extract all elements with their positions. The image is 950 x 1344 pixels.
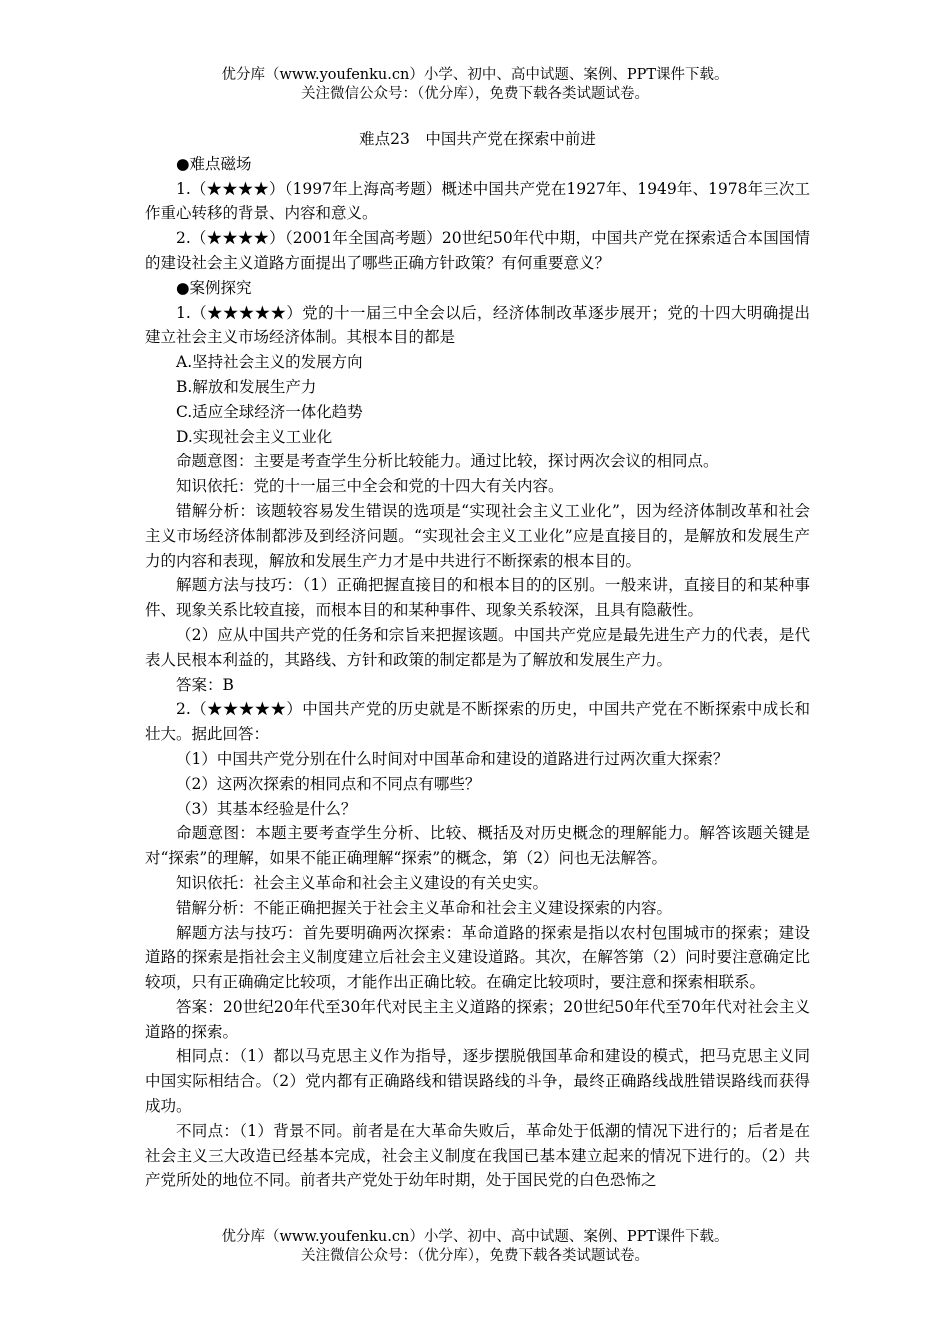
case-2-question: 2.（★★★★★）中国共产党的历史就是不断探索的历史，中国共产党在不断探索中成长和壮大。据此回答： (145, 700, 810, 744)
page-header (0, 66, 950, 104)
case-2-differences: 不同点：（1）背景不同。前者是在大革命失败后，革命处于低潮的情况下进行的；后者是在社会主义三大改造已经基本完成，社会主义制度在我国已基本建立起来的情况下进行的。（2）共产党所处的地位不同。前者共产党处于幼年时期，处于国民党的白色恐怖之 (145, 1121, 810, 1190)
option-c: C.适应全球经济一体化趋势 (176, 402, 363, 421)
case-1-error-analysis: 错解分析：该题较容易发生错误的选项是“实现社会主义工业化”，因为经济体制改革和社会主义市场经济体制都涉及到经济问题。“实现社会主义工业化”应是直接目的，是解放和发展生产力的内容和表现，解放和发展生产力才是中共进行不断探索的根本目的。 (145, 501, 810, 570)
case-2-intent: 命题意图：本题主要考查学生分析、比较、概括及对历史概念的理解能力。解答该题关键是对“探索”的理解，如果不能正确理解“探索”的概念，第（2）问也无法解答。 (145, 824, 810, 868)
option-a: A.坚持社会主义的发展方向 (176, 353, 363, 372)
case-1-method: 解题方法与技巧：（1）正确把握直接目的和根本目的的区别。一般来讲，直接目的和某种事件、现象关系比较直接，而根本目的和某种事件、现象关系较深，且具有隐蔽性。 (145, 576, 810, 620)
question-2: 2.（★★★★）（2001年全国高考题）20世纪50年代中期，中国共产党在探索适合本国国情的建设社会主义道路方面提出了哪些正确方针政策？有何重要意义？ (145, 229, 810, 272)
case-2-error-analysis: 错解分析：不能正确把握关于社会主义革命和社会主义建设探索的内容。 (176, 898, 673, 917)
section-title: 难点23 中国共产党在探索中前进 (359, 130, 596, 148)
case-2-sub-3: （3）其基本经验是什么？ (176, 799, 357, 818)
case-2-knowledge: 知识依托：社会主义革命和社会主义建设的有关史实。 (176, 873, 549, 892)
document-body (145, 127, 810, 1193)
case-2-sub-2: （2）这两次探索的相同点和不同点有哪些？ (176, 774, 481, 793)
footer-line-1: 优分库（www.youfenku.cn）小学、初中、高中试题、案例、PPT课件下载。 (221, 1229, 729, 1245)
option-d: D.实现社会主义工业化 (176, 427, 333, 446)
case-1-knowledge: 知识依托：党的十一届三中全会和党的十四大有关内容。 (176, 477, 564, 496)
case-1-intent: 命题意图：主要是考查学生分析比较能力。通过比较，探讨两次会议的相同点。 (176, 452, 719, 471)
header-line-2: 关注微信公众号：（优分库），免费下载各类试题试卷。 (301, 86, 649, 102)
case-2-sub-1: （1）中国共产党分别在什么时间对中国革命和建设的道路进行过两次重大探索？ (176, 749, 729, 768)
case-1-question: 1.（★★★★★）党的十一届三中全会以后，经济体制改革逐步展开；党的十四大明确提出建立社会主义市场经济体制。其根本目的都是 (145, 303, 810, 347)
case-1-method-2: （2）应从中国共产党的任务和宗旨来把握该题。中国共产党应是最先进生产力的代表，是代表人民根本利益的，其路线、方针和政策的制定都是为了解放和发展生产力。 (145, 625, 810, 669)
footer-line-2: 关注微信公众号：（优分库），免费下载各类试题试卷。 (301, 1248, 649, 1264)
case-2-answer: 答案：20世纪20年代至30年代对民主主义道路的探索；20世纪50年代至70年代对社会主义道路的探索。 (145, 997, 810, 1041)
case-1-answer: 答案：B (176, 675, 234, 694)
question-1: 1.（★★★★）（1997年上海高考题）概述中国共产党在1927年、1949年、1978年三次工作重心转移的背景、内容和意义。 (145, 179, 810, 223)
header-line-1: 优分库（www.youfenku.cn）小学、初中、高中试题、案例、PPT课件下载。 (221, 67, 729, 83)
case-2-method: 解题方法与技巧：首先要明确两次探索：革命道路的探索是指以农村包围城市的探索；建设道路的探索是指社会主义制度建立后社会主义建设道路。其次，在解答第（2）问时要注意确定比较项，只有正确确定比较项，才能作出正确比较。在确定比较项时，要注意和探索相联系。 (145, 923, 810, 992)
page-footer (0, 1228, 950, 1266)
heading-case-study: ●案例探究 (176, 278, 252, 297)
option-b: B.解放和发展生产力 (176, 377, 317, 396)
heading-difficulty-field: ●难点磁场 (176, 154, 252, 173)
case-2-similarities: 相同点：（1）都以马克思主义作为指导，逐步摆脱俄国革命和建设的模式，把马克思主义同中国实际相结合。（2）党内都有正确路线和错误路线的斗争，最终正确路线战胜错误路线而获得成功。 (145, 1047, 810, 1116)
